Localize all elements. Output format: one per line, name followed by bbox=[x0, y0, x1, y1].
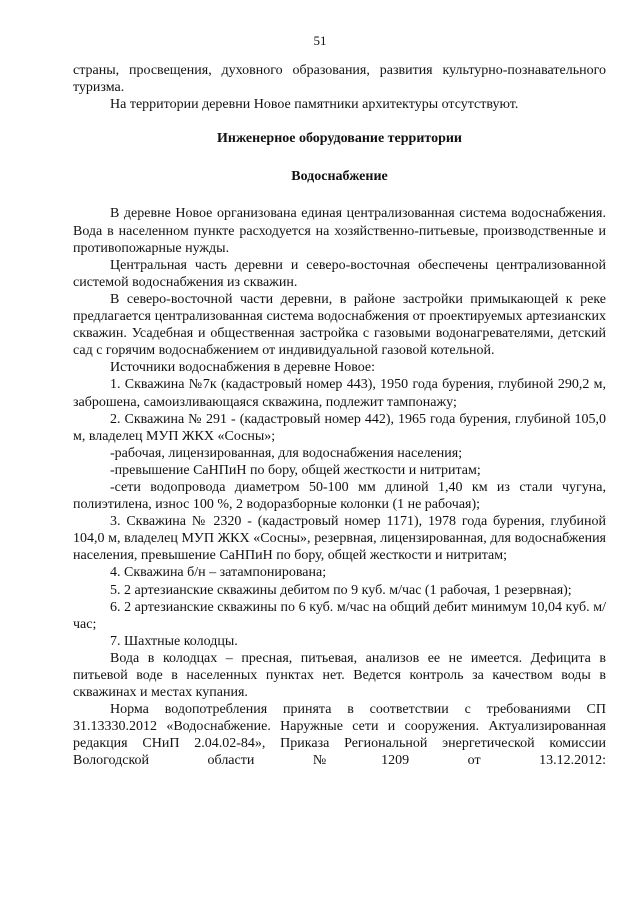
section-heading-engineering: Инженерное оборудование территории bbox=[217, 131, 462, 147]
paragraph-central-part: Центральная часть деревни и северо-восточная обеспечены централизованной системой водоснабжения из скважин. bbox=[73, 257, 606, 290]
paragraph-consumption-norm: Норма водопотребления принята в соответствии с требованиями СП 31.13330.2012 «Водоснабжение. Наружные сети и сооружения. Актуализированная редакция СНиП 2.04.02-84», Приказа Региональной энергетической комиссии Вологодской области №1209 от 13.12.2012: bbox=[73, 702, 606, 769]
paragraph-sources-intro: Источники водоснабжения в деревне Новое: bbox=[110, 360, 375, 376]
list-item-well-2320: 3. Скважина № 2320 - (кадастровый номер 1171), 1978 года бурения, глубиной 104,0 м, владелец МУП ЖКХ «Сосны», резервная, лицензированная, для водоснабжения населения, превышение СаНПиН по бору, общей жесткости и нитритам; bbox=[73, 514, 606, 564]
list-item-well-7k: 1. Скважина №7к (кадастровый номер 443), 1950 года бурения, глубиной 290,2 м, заброшена, самоизливающаяся скважина, подлежит тампонажу; bbox=[73, 377, 606, 410]
list-subitem-working: -рабочая, лицензированная, для водоснабжения населения; bbox=[110, 445, 463, 461]
list-item-artesian-6: 6. 2 артезианские скважины по 6 куб. м/час на общий дебит минимум 10,04 куб. м/час; bbox=[73, 599, 606, 632]
list-item-well-unnumbered: 4. Скважина б/н – затампонирована; bbox=[110, 565, 327, 581]
paragraph-wells-water: Вода в колодцах – пресная, питьевая, анализов ее не имеется. Дефицита в питьевой воде в населенных пунктах нет. Ведется контроль за качеством воды в скважинах и местах купания. bbox=[73, 650, 606, 701]
list-item-shaft-wells: 7. Шахтные колодцы. bbox=[110, 633, 238, 649]
page-number: 51 bbox=[313, 33, 327, 48]
list-item-well-291: 2. Скважина № 291 - (кадастровый номер 442), 1965 года бурения, глубиной 105,0 м, владелец МУП ЖКХ «Сосны»; bbox=[73, 411, 606, 444]
document-body bbox=[73, 62, 606, 770]
subsection-heading-water-supply: Водоснабжение bbox=[291, 169, 388, 185]
paragraph-northeast: В северо-восточной части деревни, в районе застройки примыкающей к реке предлагается централизованная система водоснабжения от проектируемых артезианских скважин. Усадебная и общественная застройка с газовыми водонагревателями, детский сад с горячим водоснабжением от индивидуальной газовой котельной. bbox=[73, 291, 606, 359]
paragraph-water-system: В деревне Новое организована единая централизованная система водоснабжения. Вода в населенном пункте расходуется на хозяйственно-питьевые, производственные и противопожарные нужды. bbox=[73, 206, 606, 256]
list-item-artesian-9: 5. 2 артезианские скважины дебитом по 9 куб. м/час (1 рабочая, 1 резервная); bbox=[110, 582, 572, 598]
paragraph-monuments: На территории деревни Новое памятники архитектуры отсутствуют. bbox=[110, 97, 519, 113]
list-subitem-networks: -сети водопровода диаметром 50-100 мм длиной 1,40 км из стали чугуна, полиэтилена, износ 100 %, 2 водоразборные колонки (1 не рабочая); bbox=[73, 479, 606, 513]
paragraph-culture: страны, просвещения, духовного образования, развития культурно-познавательного туризма. bbox=[73, 63, 606, 96]
list-subitem-excess: -превышение СаНПиН по бору, общей жесткости и нитритам; bbox=[110, 462, 481, 478]
